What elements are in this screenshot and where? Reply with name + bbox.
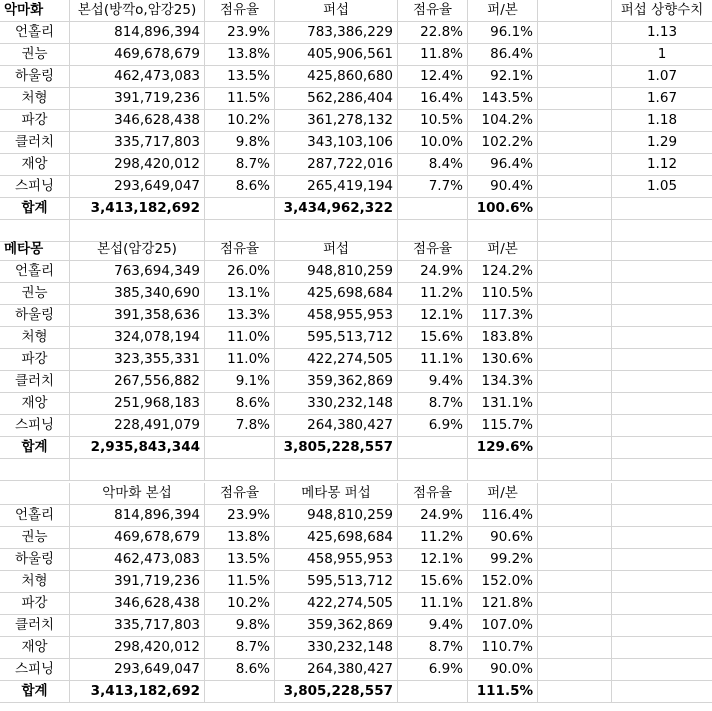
cell-blank[interactable] bbox=[538, 549, 612, 571]
cell-base-share[interactable]: 11.5% bbox=[205, 88, 275, 110]
cell-base-value[interactable]: 814,896,394 bbox=[70, 22, 205, 44]
total-cell-pserver-value[interactable]: 3,805,228,557 bbox=[275, 681, 398, 703]
cell-skill[interactable]: 클러치 bbox=[0, 132, 70, 154]
total-cell-blank[interactable] bbox=[538, 681, 612, 703]
cell-pserver-value[interactable]: 458,955,953 bbox=[275, 549, 398, 571]
cell-skill[interactable]: 권능 bbox=[0, 527, 70, 549]
cell-blank[interactable] bbox=[538, 283, 612, 305]
cell-pserver-share[interactable]: 9.4% bbox=[398, 615, 468, 637]
cell-pserver-share[interactable]: 16.4% bbox=[398, 88, 468, 110]
cell-blank[interactable] bbox=[538, 593, 612, 615]
header-cell-blank[interactable] bbox=[538, 0, 612, 22]
cell-buff[interactable] bbox=[612, 505, 712, 527]
cell-skill[interactable]: 언홀리 bbox=[0, 261, 70, 283]
table-row bbox=[0, 327, 712, 349]
cell-buff[interactable] bbox=[612, 327, 712, 349]
cell-buff[interactable]: 1.12 bbox=[612, 154, 712, 176]
table-row bbox=[0, 110, 712, 132]
total-cell-base-share[interactable] bbox=[205, 437, 275, 459]
cell-pserver-value[interactable]: 359,362,869 bbox=[275, 615, 398, 637]
cell-base-value[interactable]: 251,968,183 bbox=[70, 393, 205, 415]
cell-base-value[interactable]: 346,628,438 bbox=[70, 110, 205, 132]
cell-base-value[interactable]: 814,896,394 bbox=[70, 505, 205, 527]
cell-pserver-share[interactable]: 6.9% bbox=[398, 659, 468, 681]
cell-pserver-share[interactable]: 15.6% bbox=[398, 571, 468, 593]
cell-buff[interactable]: 1.07 bbox=[612, 66, 712, 88]
table-row bbox=[0, 261, 712, 283]
cell-pserver-value[interactable]: 264,380,427 bbox=[275, 659, 398, 681]
cell-buff[interactable] bbox=[612, 527, 712, 549]
cell-skill[interactable]: 하울링 bbox=[0, 305, 70, 327]
cell-base-share[interactable]: 23.9% bbox=[205, 22, 275, 44]
cell-base-share[interactable]: 8.6% bbox=[205, 176, 275, 198]
cell-pserver-share[interactable]: 6.9% bbox=[398, 415, 468, 437]
cell-skill[interactable]: 하울링 bbox=[0, 549, 70, 571]
cell-base-share[interactable]: 13.8% bbox=[205, 44, 275, 66]
cell-base-value[interactable]: 335,717,803 bbox=[70, 132, 205, 154]
cell-ratio[interactable]: 107.0% bbox=[468, 615, 538, 637]
cell-base-share[interactable]: 13.3% bbox=[205, 305, 275, 327]
cell-pserver-share[interactable]: 10.5% bbox=[398, 110, 468, 132]
cell-skill[interactable]: 파강 bbox=[0, 349, 70, 371]
cell-base-share[interactable]: 8.7% bbox=[205, 154, 275, 176]
cell-ratio[interactable]: 117.3% bbox=[468, 305, 538, 327]
cell-skill[interactable]: 스피닝 bbox=[0, 415, 70, 437]
cell-ratio[interactable]: 86.4% bbox=[468, 44, 538, 66]
cell-ratio[interactable]: 90.0% bbox=[468, 659, 538, 681]
table-row bbox=[0, 615, 712, 637]
header-cell-pserver-value[interactable]: 메타몽 퍼섭 bbox=[275, 483, 398, 505]
cell-base-value[interactable]: 335,717,803 bbox=[70, 615, 205, 637]
cell-blank[interactable] bbox=[538, 615, 612, 637]
cell-skill[interactable]: 하울링 bbox=[0, 66, 70, 88]
cell-base-value[interactable]: 298,420,012 bbox=[70, 154, 205, 176]
header-cell-ratio[interactable]: 퍼/본 bbox=[468, 483, 538, 505]
total-cell-pserver-value[interactable]: 3,805,228,557 bbox=[275, 437, 398, 459]
cell-buff[interactable]: 1.05 bbox=[612, 176, 712, 198]
total-cell-ratio[interactable]: 100.6% bbox=[468, 198, 538, 220]
cell-ratio[interactable]: 90.6% bbox=[468, 527, 538, 549]
header-cell-ratio[interactable]: 퍼/본 bbox=[468, 0, 538, 22]
cell-base-value[interactable]: 462,473,083 bbox=[70, 549, 205, 571]
cell-skill[interactable]: 재앙 bbox=[0, 154, 70, 176]
table-row bbox=[0, 637, 712, 659]
cell-pserver-value[interactable]: 948,810,259 bbox=[275, 261, 398, 283]
header-cell-pserver-value[interactable]: 퍼섭 bbox=[275, 239, 398, 261]
cell-buff[interactable] bbox=[612, 393, 712, 415]
cell-ratio[interactable]: 131.1% bbox=[468, 393, 538, 415]
total-cell-skill[interactable]: 합계 bbox=[0, 681, 70, 703]
total-cell-skill[interactable]: 합계 bbox=[0, 437, 70, 459]
total-cell-blank[interactable] bbox=[538, 198, 612, 220]
total-cell-pserver-share[interactable] bbox=[398, 437, 468, 459]
cell-pserver-value[interactable]: 425,860,680 bbox=[275, 66, 398, 88]
table-row bbox=[0, 571, 712, 593]
cell-blank[interactable] bbox=[538, 110, 612, 132]
cell-buff[interactable] bbox=[612, 615, 712, 637]
cell-ratio[interactable]: 92.1% bbox=[468, 66, 538, 88]
header-cell-base-value[interactable]: 악마화 본섭 bbox=[70, 483, 205, 505]
cell-skill[interactable]: 권능 bbox=[0, 44, 70, 66]
table-row bbox=[0, 659, 712, 681]
cell-base-value[interactable]: 293,649,047 bbox=[70, 176, 205, 198]
cell-base-share[interactable]: 9.1% bbox=[205, 371, 275, 393]
cell-ratio[interactable]: 130.6% bbox=[468, 349, 538, 371]
total-cell-base-share[interactable] bbox=[205, 198, 275, 220]
cell-pserver-share[interactable]: 11.1% bbox=[398, 349, 468, 371]
cell-skill[interactable]: 스피닝 bbox=[0, 659, 70, 681]
cell-pserver-value[interactable]: 405,906,561 bbox=[275, 44, 398, 66]
empty-cell[interactable] bbox=[612, 459, 712, 481]
table-row bbox=[0, 549, 712, 571]
cell-pserver-value[interactable]: 425,698,684 bbox=[275, 527, 398, 549]
cell-pserver-share[interactable]: 11.2% bbox=[398, 283, 468, 305]
cell-pserver-share[interactable]: 11.2% bbox=[398, 527, 468, 549]
cell-base-share[interactable]: 11.0% bbox=[205, 349, 275, 371]
cell-buff[interactable] bbox=[612, 659, 712, 681]
cell-buff[interactable] bbox=[612, 261, 712, 283]
cell-skill[interactable]: 클러치 bbox=[0, 371, 70, 393]
table-row bbox=[0, 44, 712, 66]
cell-pserver-share[interactable]: 12.1% bbox=[398, 549, 468, 571]
cell-base-value[interactable]: 293,649,047 bbox=[70, 659, 205, 681]
total-cell-ratio[interactable]: 111.5% bbox=[468, 681, 538, 703]
cell-pserver-value[interactable]: 595,513,712 bbox=[275, 327, 398, 349]
cell-base-share[interactable]: 11.0% bbox=[205, 327, 275, 349]
cell-buff[interactable] bbox=[612, 415, 712, 437]
cell-base-value[interactable]: 298,420,012 bbox=[70, 637, 205, 659]
cell-pserver-value[interactable]: 343,103,106 bbox=[275, 132, 398, 154]
header-cell-base-value[interactable]: 본섭(방깍o,암강25) bbox=[70, 0, 205, 22]
cell-pserver-value[interactable]: 422,274,505 bbox=[275, 593, 398, 615]
total-cell-base-value[interactable]: 2,935,843,344 bbox=[70, 437, 205, 459]
cell-skill[interactable]: 재앙 bbox=[0, 637, 70, 659]
cell-blank[interactable] bbox=[538, 176, 612, 198]
cell-blank[interactable] bbox=[538, 22, 612, 44]
header-cell-base-value[interactable]: 본섭(암강25) bbox=[70, 239, 205, 261]
cell-base-share[interactable]: 26.0% bbox=[205, 261, 275, 283]
cell-blank[interactable] bbox=[538, 505, 612, 527]
cell-base-share[interactable]: 13.8% bbox=[205, 527, 275, 549]
cell-ratio[interactable]: 121.8% bbox=[468, 593, 538, 615]
cell-skill[interactable]: 스피닝 bbox=[0, 176, 70, 198]
table-row bbox=[0, 66, 712, 88]
table-row bbox=[0, 154, 712, 176]
cell-pserver-value[interactable]: 361,278,132 bbox=[275, 110, 398, 132]
cell-ratio[interactable]: 134.3% bbox=[468, 371, 538, 393]
table-3-total-row bbox=[0, 681, 712, 703]
cell-skill[interactable]: 재앙 bbox=[0, 393, 70, 415]
empty-cell[interactable] bbox=[398, 459, 468, 481]
total-cell-pserver-share[interactable] bbox=[398, 198, 468, 220]
cell-blank[interactable] bbox=[538, 659, 612, 681]
cell-buff[interactable]: 1 bbox=[612, 44, 712, 66]
header-cell-blank[interactable] bbox=[538, 483, 612, 505]
cell-pserver-value[interactable]: 425,698,684 bbox=[275, 283, 398, 305]
cell-pserver-value[interactable]: 359,362,869 bbox=[275, 371, 398, 393]
cell-blank[interactable] bbox=[538, 349, 612, 371]
cell-blank[interactable] bbox=[538, 44, 612, 66]
cell-ratio[interactable]: 116.4% bbox=[468, 505, 538, 527]
header-cell-skill[interactable] bbox=[0, 483, 70, 505]
cell-buff[interactable]: 1.13 bbox=[612, 22, 712, 44]
cell-pserver-share[interactable]: 22.8% bbox=[398, 22, 468, 44]
table-row bbox=[0, 415, 712, 437]
cell-base-value[interactable]: 462,473,083 bbox=[70, 66, 205, 88]
cell-ratio[interactable]: 96.4% bbox=[468, 154, 538, 176]
total-cell-buff[interactable] bbox=[612, 681, 712, 703]
empty-cell[interactable] bbox=[468, 459, 538, 481]
table-row bbox=[0, 505, 712, 527]
header-cell-blank[interactable] bbox=[538, 239, 612, 261]
cell-skill[interactable]: 언홀리 bbox=[0, 22, 70, 44]
table-row bbox=[0, 176, 712, 198]
cell-buff[interactable] bbox=[612, 349, 712, 371]
cell-pserver-value[interactable]: 783,386,229 bbox=[275, 22, 398, 44]
cell-base-share[interactable]: 7.8% bbox=[205, 415, 275, 437]
cell-pserver-value[interactable]: 264,380,427 bbox=[275, 415, 398, 437]
empty-cell[interactable] bbox=[205, 459, 275, 481]
cell-base-value[interactable]: 228,491,079 bbox=[70, 415, 205, 437]
cell-pserver-value[interactable]: 595,513,712 bbox=[275, 571, 398, 593]
table-3-header-row bbox=[0, 483, 712, 505]
cell-blank[interactable] bbox=[538, 154, 612, 176]
header-cell-base-share[interactable]: 점유율 bbox=[205, 483, 275, 505]
cell-buff[interactable] bbox=[612, 371, 712, 393]
cell-base-share[interactable]: 8.6% bbox=[205, 393, 275, 415]
cell-blank[interactable] bbox=[538, 132, 612, 154]
cell-base-value[interactable]: 324,078,194 bbox=[70, 327, 205, 349]
table-2-total-row bbox=[0, 437, 712, 459]
cell-skill[interactable]: 권능 bbox=[0, 283, 70, 305]
cell-base-value[interactable]: 469,678,679 bbox=[70, 527, 205, 549]
cell-pserver-value[interactable]: 330,232,148 bbox=[275, 637, 398, 659]
cell-ratio[interactable]: 143.5% bbox=[468, 88, 538, 110]
cell-pserver-share[interactable]: 8.4% bbox=[398, 154, 468, 176]
cell-base-value[interactable]: 469,678,679 bbox=[70, 44, 205, 66]
cell-ratio[interactable]: 110.5% bbox=[468, 283, 538, 305]
cell-blank[interactable] bbox=[538, 571, 612, 593]
cell-ratio[interactable]: 124.2% bbox=[468, 261, 538, 283]
cell-base-value[interactable]: 385,340,690 bbox=[70, 283, 205, 305]
table-row bbox=[0, 593, 712, 615]
cell-buff[interactable] bbox=[612, 305, 712, 327]
header-cell-skill[interactable]: 메타몽 bbox=[0, 239, 70, 261]
cell-blank[interactable] bbox=[538, 66, 612, 88]
cell-buff[interactable] bbox=[612, 637, 712, 659]
table-1-total-row bbox=[0, 198, 712, 220]
cell-ratio[interactable]: 183.8% bbox=[468, 327, 538, 349]
cell-buff[interactable]: 1.18 bbox=[612, 110, 712, 132]
cell-blank[interactable] bbox=[538, 393, 612, 415]
cell-pserver-share[interactable]: 8.7% bbox=[398, 393, 468, 415]
total-cell-blank[interactable] bbox=[538, 437, 612, 459]
cell-pserver-share[interactable]: 10.0% bbox=[398, 132, 468, 154]
cell-buff[interactable] bbox=[612, 283, 712, 305]
header-cell-ratio[interactable]: 퍼/본 bbox=[468, 239, 538, 261]
cell-base-value[interactable]: 391,719,236 bbox=[70, 571, 205, 593]
cell-ratio[interactable]: 104.2% bbox=[468, 110, 538, 132]
header-cell-buff[interactable]: 퍼섭 상향수치 bbox=[612, 0, 712, 22]
cell-pserver-share[interactable]: 11.8% bbox=[398, 44, 468, 66]
table-row bbox=[0, 22, 712, 44]
header-cell-buff[interactable] bbox=[612, 239, 712, 261]
cell-pserver-share[interactable]: 8.7% bbox=[398, 637, 468, 659]
cell-skill[interactable]: 처형 bbox=[0, 88, 70, 110]
table-row bbox=[0, 527, 712, 549]
empty-cell[interactable] bbox=[538, 459, 612, 481]
cell-skill[interactable]: 파강 bbox=[0, 593, 70, 615]
cell-blank[interactable] bbox=[538, 88, 612, 110]
cell-pserver-share[interactable]: 24.9% bbox=[398, 261, 468, 283]
cell-pserver-value[interactable]: 948,810,259 bbox=[275, 505, 398, 527]
cell-base-share[interactable]: 13.1% bbox=[205, 283, 275, 305]
cell-skill[interactable]: 언홀리 bbox=[0, 505, 70, 527]
total-cell-base-value[interactable]: 3,413,182,692 bbox=[70, 198, 205, 220]
empty-cell[interactable] bbox=[0, 459, 70, 481]
cell-blank[interactable] bbox=[538, 261, 612, 283]
cell-base-value[interactable]: 323,355,331 bbox=[70, 349, 205, 371]
header-cell-pserver-share[interactable]: 점유율 bbox=[398, 0, 468, 22]
total-cell-pserver-value[interactable]: 3,434,962,322 bbox=[275, 198, 398, 220]
cell-pserver-share[interactable]: 15.6% bbox=[398, 327, 468, 349]
table-1-header-row bbox=[0, 0, 712, 22]
cell-blank[interactable] bbox=[538, 527, 612, 549]
cell-skill[interactable]: 클러치 bbox=[0, 615, 70, 637]
total-cell-buff[interactable] bbox=[612, 437, 712, 459]
cell-base-share[interactable]: 23.9% bbox=[205, 505, 275, 527]
cell-buff[interactable] bbox=[612, 549, 712, 571]
cell-blank[interactable] bbox=[538, 415, 612, 437]
cell-pserver-share[interactable]: 11.1% bbox=[398, 593, 468, 615]
cell-base-value[interactable]: 267,556,882 bbox=[70, 371, 205, 393]
header-cell-pserver-value[interactable]: 퍼섭 bbox=[275, 0, 398, 22]
empty-cell[interactable] bbox=[70, 459, 205, 481]
cell-base-share[interactable]: 10.2% bbox=[205, 110, 275, 132]
cell-ratio[interactable]: 152.0% bbox=[468, 571, 538, 593]
table-row bbox=[0, 349, 712, 371]
table-row bbox=[0, 371, 712, 393]
header-cell-skill[interactable]: 악마화 bbox=[0, 0, 70, 22]
cell-pserver-value[interactable]: 458,955,953 bbox=[275, 305, 398, 327]
cell-ratio[interactable]: 90.4% bbox=[468, 176, 538, 198]
cell-base-value[interactable]: 391,358,636 bbox=[70, 305, 205, 327]
cell-pserver-share[interactable]: 24.9% bbox=[398, 505, 468, 527]
cell-buff[interactable] bbox=[612, 593, 712, 615]
cell-base-share[interactable]: 11.5% bbox=[205, 571, 275, 593]
cell-blank[interactable] bbox=[538, 305, 612, 327]
table-row bbox=[0, 88, 712, 110]
cell-pserver-value[interactable]: 562,286,404 bbox=[275, 88, 398, 110]
cell-ratio[interactable]: 110.7% bbox=[468, 637, 538, 659]
cell-base-value[interactable]: 346,628,438 bbox=[70, 593, 205, 615]
cell-base-share[interactable]: 13.5% bbox=[205, 66, 275, 88]
cell-skill[interactable]: 처형 bbox=[0, 571, 70, 593]
cell-buff[interactable]: 1.67 bbox=[612, 88, 712, 110]
cell-pserver-share[interactable]: 7.7% bbox=[398, 176, 468, 198]
spacer-row bbox=[0, 459, 712, 481]
header-cell-pserver-share[interactable]: 점유율 bbox=[398, 239, 468, 261]
cell-buff[interactable] bbox=[612, 571, 712, 593]
table-row bbox=[0, 132, 712, 154]
empty-cell[interactable] bbox=[275, 459, 398, 481]
header-cell-buff[interactable] bbox=[612, 483, 712, 505]
cell-ratio[interactable]: 99.2% bbox=[468, 549, 538, 571]
cell-pserver-value[interactable]: 287,722,016 bbox=[275, 154, 398, 176]
cell-base-share[interactable]: 10.2% bbox=[205, 593, 275, 615]
cell-base-value[interactable]: 391,719,236 bbox=[70, 88, 205, 110]
header-cell-base-share[interactable]: 점유율 bbox=[205, 0, 275, 22]
cell-pserver-share[interactable]: 12.1% bbox=[398, 305, 468, 327]
cell-base-share[interactable]: 9.8% bbox=[205, 132, 275, 154]
cell-pserver-share[interactable]: 12.4% bbox=[398, 66, 468, 88]
cell-ratio[interactable]: 96.1% bbox=[468, 22, 538, 44]
cell-pserver-share[interactable]: 9.4% bbox=[398, 371, 468, 393]
table-2-header-row bbox=[0, 239, 712, 261]
cell-skill[interactable]: 파강 bbox=[0, 110, 70, 132]
cell-base-share[interactable]: 8.6% bbox=[205, 659, 275, 681]
total-cell-base-value[interactable]: 3,413,182,692 bbox=[70, 681, 205, 703]
cell-blank[interactable] bbox=[538, 371, 612, 393]
table-row bbox=[0, 283, 712, 305]
total-cell-ratio[interactable]: 129.6% bbox=[468, 437, 538, 459]
total-cell-skill[interactable]: 합계 bbox=[0, 198, 70, 220]
cell-pserver-value[interactable]: 422,274,505 bbox=[275, 349, 398, 371]
table-row bbox=[0, 305, 712, 327]
header-cell-pserver-share[interactable]: 점유율 bbox=[398, 483, 468, 505]
cell-ratio[interactable]: 115.7% bbox=[468, 415, 538, 437]
cell-blank[interactable] bbox=[538, 327, 612, 349]
cell-pserver-value[interactable]: 330,232,148 bbox=[275, 393, 398, 415]
cell-ratio[interactable]: 102.2% bbox=[468, 132, 538, 154]
table-row bbox=[0, 393, 712, 415]
cell-pserver-value[interactable]: 265,419,194 bbox=[275, 176, 398, 198]
cell-blank[interactable] bbox=[538, 637, 612, 659]
cell-base-value[interactable]: 763,694,349 bbox=[70, 261, 205, 283]
header-cell-base-share[interactable]: 점유율 bbox=[205, 239, 275, 261]
total-cell-buff[interactable] bbox=[612, 198, 712, 220]
total-cell-base-share[interactable] bbox=[205, 681, 275, 703]
cell-base-share[interactable]: 9.8% bbox=[205, 615, 275, 637]
cell-buff[interactable]: 1.29 bbox=[612, 132, 712, 154]
cell-base-share[interactable]: 8.7% bbox=[205, 637, 275, 659]
cell-base-share[interactable]: 13.5% bbox=[205, 549, 275, 571]
cell-skill[interactable]: 처형 bbox=[0, 327, 70, 349]
total-cell-pserver-share[interactable] bbox=[398, 681, 468, 703]
